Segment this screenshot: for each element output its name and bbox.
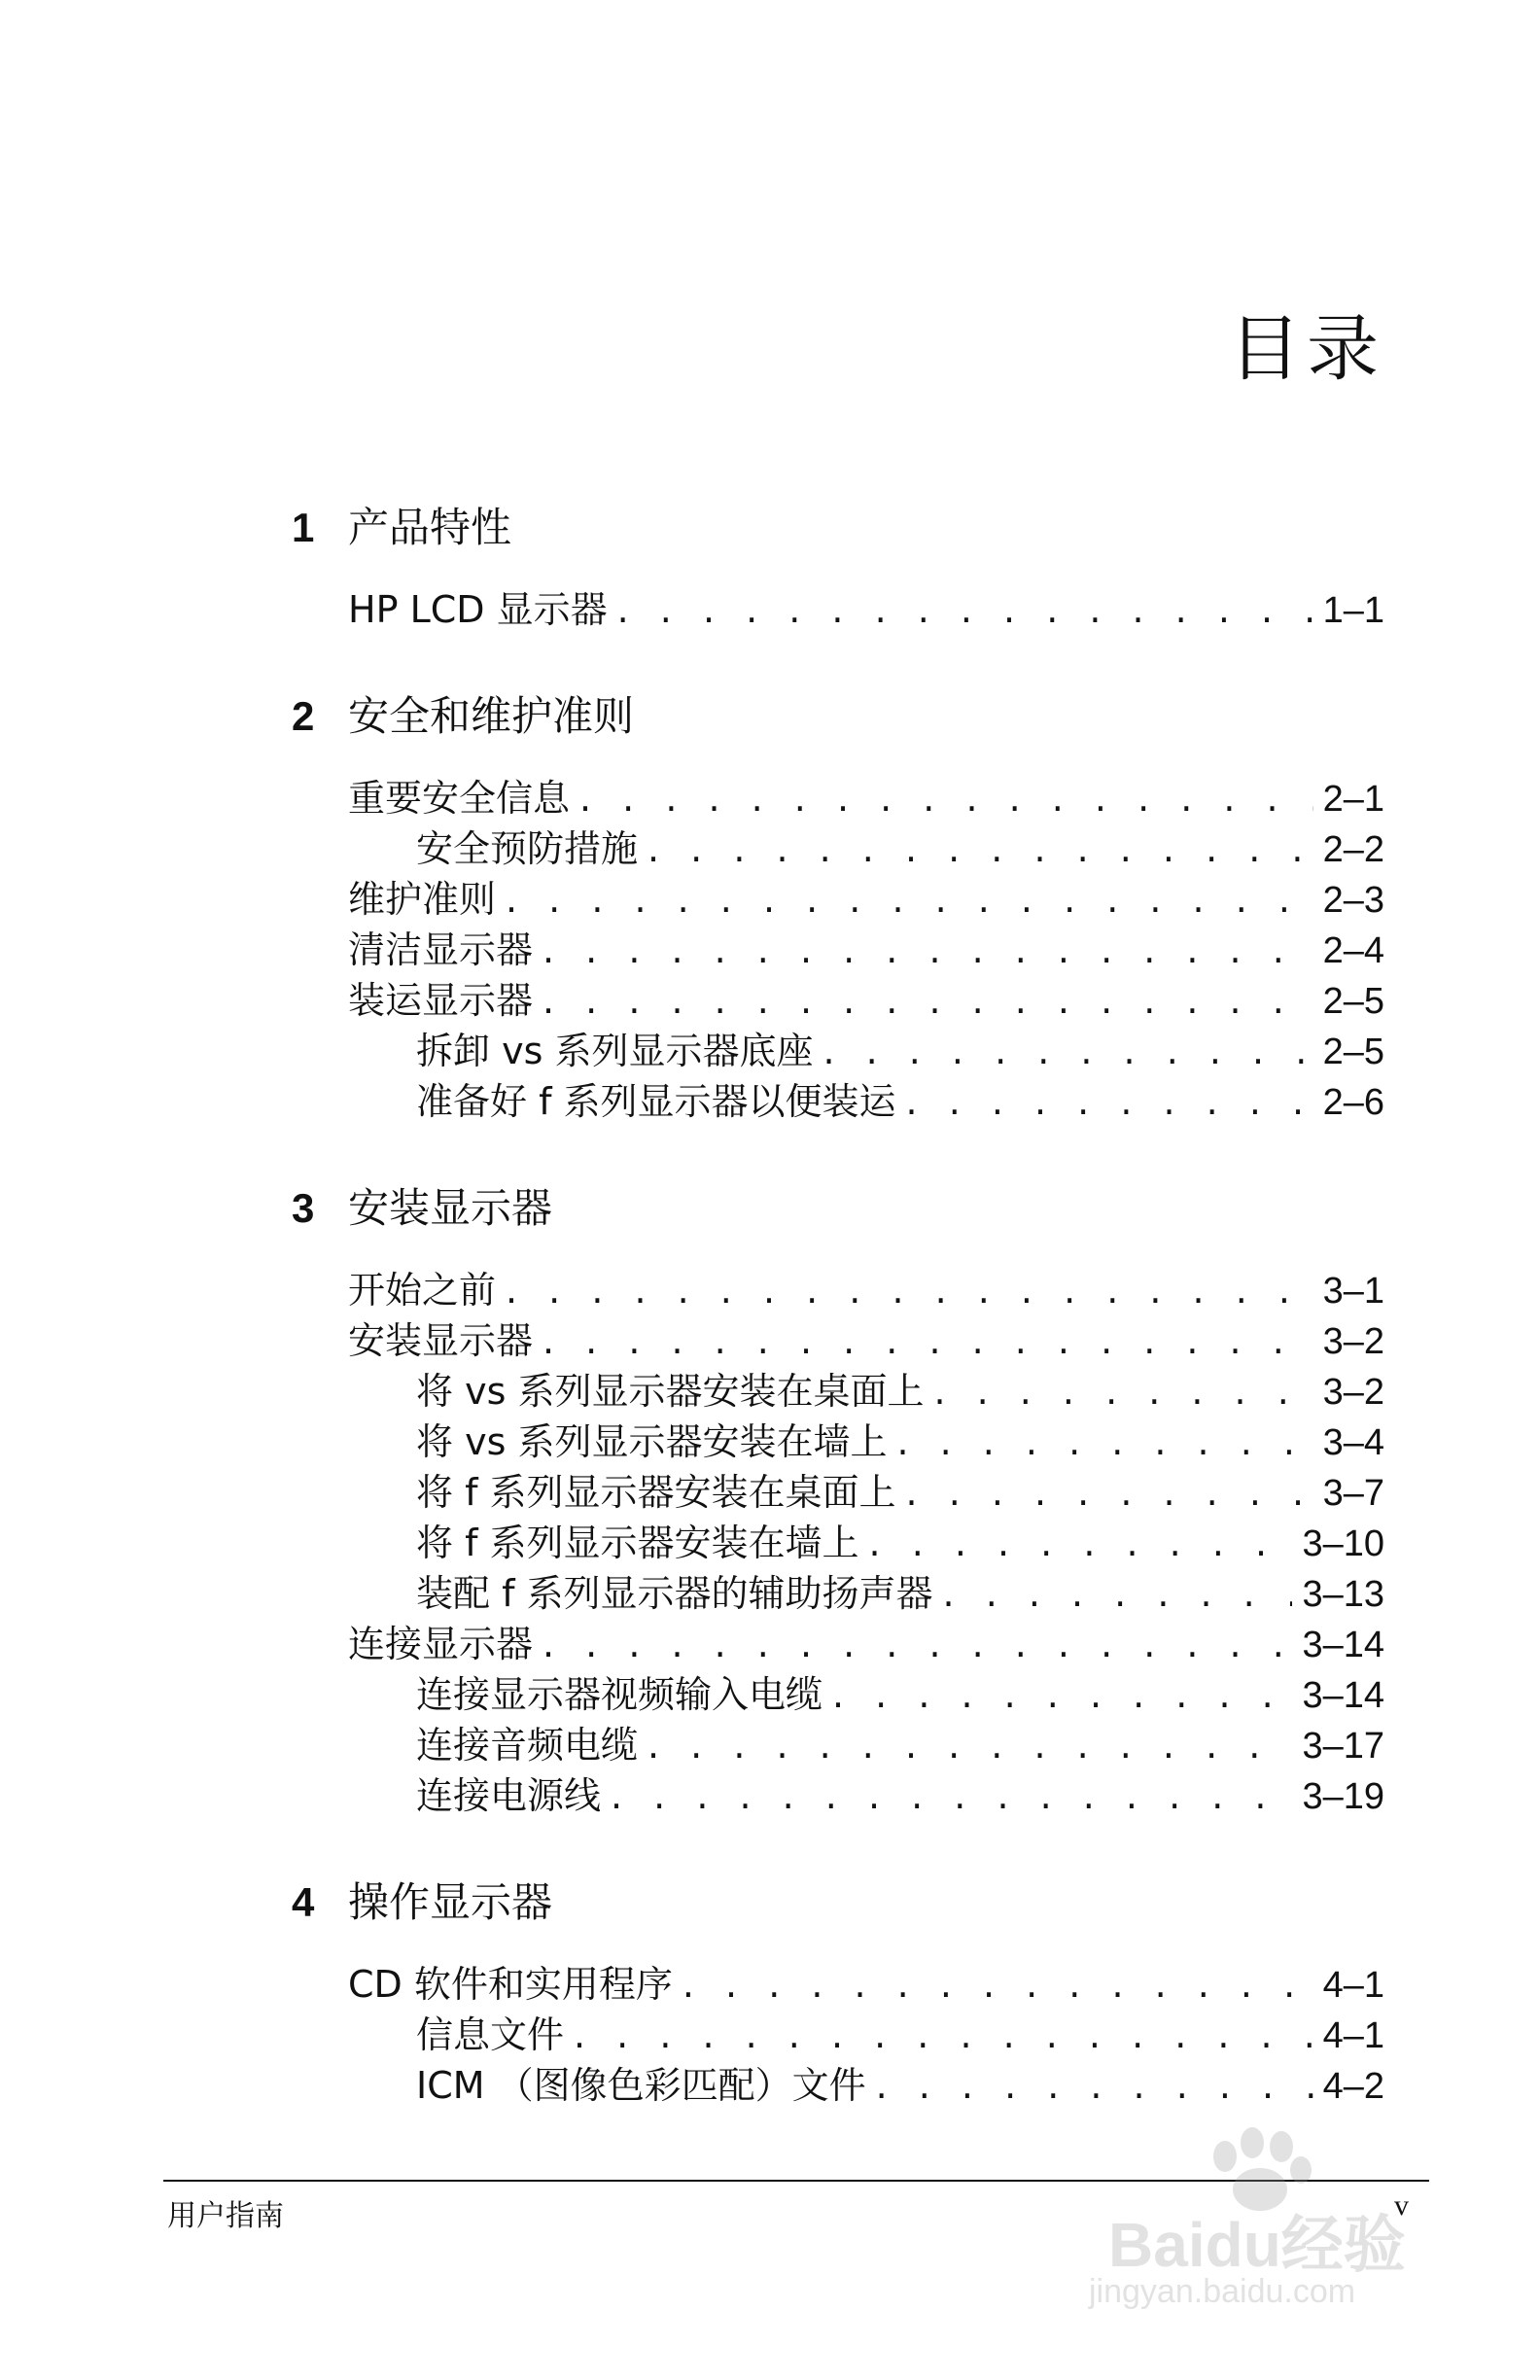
dot-leader [648,827,1313,870]
toc-entry-page: 1–1 [1322,590,1384,631]
toc-entry-page: 3–4 [1322,1422,1384,1463]
footer-page-number: v [1394,2189,1409,2222]
dot-leader [896,1420,1312,1463]
dot-leader [579,777,1313,820]
toc-entry-label[interactable]: 将 f 系列显示器安装在墙上 [416,1522,859,1564]
toc-entry-label[interactable]: HP LCD 显示器 [348,588,608,631]
toc-entry-label[interactable]: 将 f 系列显示器安装在桌面上 [416,1471,896,1514]
chapter-1 [292,496,1384,630]
toc-entry-page: 2–3 [1322,880,1384,921]
dot-leader [648,1724,1292,1767]
toc-entry-page: 2–5 [1322,981,1384,1022]
toc-subentry[interactable] [292,2055,1384,2106]
dot-leader [506,1269,1313,1312]
dot-leader [869,1522,1293,1564]
chapter-number: 1 [292,505,315,550]
table-of-contents [292,496,1384,2160]
toc-entry-page: 4–2 [1322,2066,1384,2107]
toc-entry-label[interactable]: 重要安全信息 [348,777,571,820]
toc-subentry[interactable] [292,1361,1384,1412]
toc-subentry[interactable] [292,1563,1384,1614]
dot-leader [832,1673,1292,1716]
dot-leader [933,1370,1312,1413]
chapter-title[interactable]: 产品特性 [348,504,512,551]
toc-entry-label[interactable]: 连接显示器视频输入电缆 [416,1673,823,1716]
toc-subentry[interactable] [292,1021,1384,1071]
toc-entry[interactable] [292,1260,1384,1311]
toc-entry-page: 4–1 [1322,2015,1384,2056]
chapter-title[interactable]: 操作显示器 [348,1878,553,1926]
dot-leader [542,979,1313,1022]
toc-entry[interactable] [292,920,1384,970]
page-title: 目录 [1229,306,1384,391]
chapter-2 [292,684,1384,1122]
toc-entry-page: 3–13 [1302,1574,1384,1615]
toc-subentry[interactable] [292,1715,1384,1766]
toc-entry-page: 4–1 [1322,1965,1384,2006]
toc-entry-page: 3–2 [1322,1321,1384,1362]
toc-entry-page: 3–14 [1302,1625,1384,1665]
chapter-heading [292,684,1384,747]
toc-entry-label[interactable]: ICM （图像色彩匹配）文件 [416,2064,866,2107]
dot-leader [617,588,1313,631]
dot-leader [542,1319,1313,1362]
toc-entry-page: 3–14 [1302,1675,1384,1716]
toc-entry-page: 3–1 [1322,1271,1384,1312]
toc-entry-page: 3–10 [1302,1523,1384,1564]
toc-subentry[interactable] [292,1664,1384,1715]
dot-leader [822,1030,1312,1072]
toc-entry-label[interactable]: 拆卸 vs 系列显示器底座 [416,1030,814,1072]
toc-entry-label[interactable]: 安装显示器 [348,1319,534,1362]
toc-entry-label[interactable]: 装运显示器 [348,979,534,1022]
dot-leader [611,1774,1292,1817]
chapter-heading [292,1871,1384,1933]
toc-entry-page: 2–5 [1322,1032,1384,1072]
toc-subentry[interactable] [292,2005,1384,2055]
toc-entry[interactable] [292,579,1384,630]
footer-title: 用户指南 [167,2199,284,2233]
toc-entry[interactable] [292,1311,1384,1361]
chapter-title[interactable]: 安装显示器 [348,1184,553,1232]
toc-subentry[interactable] [292,1462,1384,1513]
toc-entry-label[interactable]: 准备好 f 系列显示器以便装运 [416,1080,896,1123]
toc-entry-label[interactable]: 将 vs 系列显示器安装在桌面上 [416,1370,925,1413]
toc-entry-label[interactable]: 清洁显示器 [348,928,534,971]
toc-entry[interactable] [292,869,1384,920]
toc-subentry[interactable] [292,1412,1384,1462]
toc-entry[interactable] [292,970,1384,1021]
chapter-heading [292,496,1384,558]
toc-entry-label[interactable]: 开始之前 [348,1269,497,1312]
chapter-number: 4 [292,1879,315,1925]
dot-leader [906,1471,1313,1514]
baidu-watermark [1089,2127,1439,2322]
toc-entry[interactable] [292,768,1384,819]
toc-entry[interactable] [292,1954,1384,2005]
chapter-number: 3 [292,1185,315,1231]
dot-leader [542,1623,1292,1665]
toc-entry-label[interactable]: 连接显示器 [348,1623,534,1665]
toc-subentry[interactable] [292,1071,1384,1122]
toc-entry-label[interactable]: 将 vs 系列显示器安装在墙上 [416,1420,888,1463]
toc-entry-page: 3–19 [1302,1776,1384,1817]
dot-leader [876,2064,1313,2107]
toc-entry-page: 3–2 [1322,1372,1384,1413]
chapter-3 [292,1176,1384,1816]
toc-entry-label[interactable]: 连接电源线 [416,1774,602,1817]
chapter-title[interactable]: 安全和维护准则 [348,692,635,740]
dot-leader [943,1572,1293,1615]
toc-entry-label[interactable]: 信息文件 [416,2013,565,2056]
watermark-url: jingyan.baidu.com [1089,2273,1356,2310]
toc-entry-page: 3–7 [1322,1473,1384,1514]
toc-entry-label[interactable]: 维护准则 [348,878,497,921]
toc-entry-label[interactable]: 连接音频电缆 [416,1724,639,1767]
toc-entry-page: 2–6 [1322,1082,1384,1123]
toc-entry-page: 2–4 [1322,930,1384,971]
dot-leader [682,1963,1313,2006]
toc-entry-label[interactable]: CD 软件和实用程序 [348,1963,673,2006]
watermark-brand: Baidu经验 [1108,2210,1406,2280]
toc-entry[interactable] [292,1614,1384,1664]
toc-entry-label[interactable]: 安全预防措施 [416,827,639,870]
dot-leader [542,928,1313,971]
toc-entry-page: 2–1 [1322,779,1384,820]
toc-subentry[interactable] [292,819,1384,869]
dot-leader [906,1080,1313,1123]
toc-entry-page: 3–17 [1302,1726,1384,1767]
dot-leader [506,878,1313,921]
toc-subentry[interactable] [292,1766,1384,1816]
toc-entry-page: 2–2 [1322,829,1384,870]
chapter-number: 2 [292,693,315,739]
dot-leader [574,2013,1313,2056]
chapter-heading [292,1176,1384,1239]
toc-subentry[interactable] [292,1513,1384,1563]
chapter-4 [292,1871,1384,2106]
toc-entry-label[interactable]: 装配 f 系列显示器的辅助扬声器 [416,1572,933,1615]
